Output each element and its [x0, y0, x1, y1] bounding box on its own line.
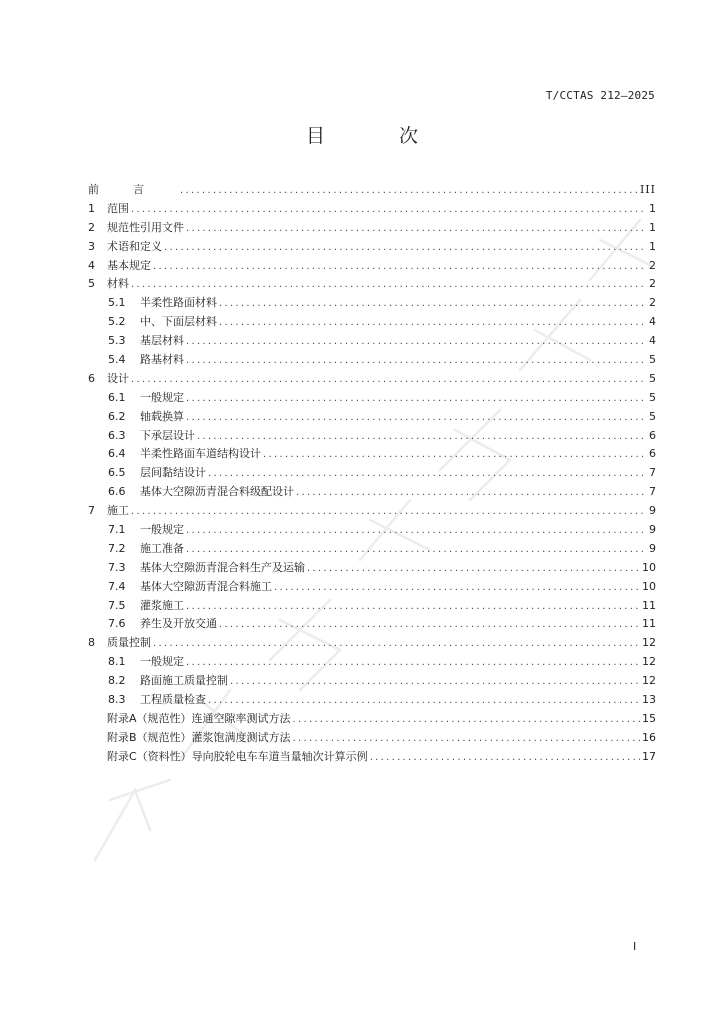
toc-entry-label: 轴载换算	[140, 409, 184, 423]
toc-entry[interactable]	[88, 200, 656, 219]
toc-leader-dots	[186, 220, 644, 239]
toc-leader-dots	[186, 522, 644, 541]
toc-entry[interactable]	[88, 464, 656, 483]
toc-entry-page: 10	[642, 560, 656, 574]
toc-entry-page: 9	[649, 541, 656, 555]
toc-entry[interactable]	[88, 294, 656, 313]
toc-entry-page: 7	[649, 485, 656, 499]
toc-entry-number: 6.4	[108, 447, 126, 461]
toc-leader-dots	[208, 465, 644, 484]
toc-entry-label: 路面施工质量控制	[140, 674, 228, 688]
toc-entry-number: 6.5	[108, 466, 126, 480]
toc-entry[interactable]	[88, 578, 656, 597]
toc-leader-dots	[219, 616, 640, 635]
toc-entry-label: 层间黏结设计	[140, 466, 206, 480]
toc-entry-number: 6.2	[108, 409, 126, 423]
toc-entry-label: 一般规定	[140, 390, 184, 404]
toc-entry-page: 6	[649, 428, 656, 442]
toc-entry-label: 术语和定义	[107, 239, 162, 253]
toc-entry[interactable]	[88, 408, 656, 427]
toc-entry[interactable]	[88, 275, 656, 294]
toc-entry-number: 6.1	[108, 390, 126, 404]
toc-entry[interactable]	[88, 653, 656, 672]
toc-entry-number: 6.6	[108, 485, 126, 499]
toc-leader-dots	[180, 182, 638, 201]
toc-entry-label: 规范性引用文件	[107, 220, 184, 234]
toc-entry-label: 基体大空隙沥青混合料生产及运输	[140, 560, 305, 574]
toc-leader-dots	[370, 749, 640, 768]
toc-entry-page: 13	[642, 693, 656, 707]
toc-entry-label: 一般规定	[140, 523, 184, 537]
toc-entry-number: 1	[88, 201, 95, 215]
toc-entry-page: 12	[642, 655, 656, 669]
toc-entry-label: 基体大空隙沥青混合料施工	[140, 579, 272, 593]
page-title: 目 次	[305, 125, 453, 147]
table-of-contents	[88, 181, 656, 767]
toc-entry-number: 5.4	[108, 353, 126, 367]
toc-entry-page: 1	[649, 239, 656, 253]
toc-leader-dots	[230, 673, 640, 692]
toc-entry-label: 工程质量检查	[140, 693, 206, 707]
toc-leader-dots	[164, 239, 644, 258]
toc-leader-dots	[219, 314, 644, 333]
toc-entry-label: 灌浆施工	[140, 598, 184, 612]
toc-entry[interactable]	[88, 427, 656, 446]
toc-entry-label: 基本规定	[107, 258, 151, 272]
toc-entry-label: 下承层设计	[140, 428, 195, 442]
toc-entry-label: 基体大空隙沥青混合料级配设计	[140, 485, 294, 499]
toc-entry-page: 12	[642, 674, 656, 688]
toc-entry[interactable]	[88, 257, 656, 276]
toc-entry-page: 16	[642, 730, 656, 744]
toc-entry-page: 2	[649, 296, 656, 310]
toc-leader-dots	[131, 201, 644, 220]
toc-entry-number: 4	[88, 258, 95, 272]
toc-entry-page: 5	[649, 353, 656, 367]
toc-entry[interactable]	[88, 729, 656, 748]
toc-entry-page: 17	[642, 749, 656, 763]
document-code: T/CCTAS 212—2025	[545, 89, 655, 102]
toc-leader-dots	[219, 295, 644, 314]
toc-entry-label: 半柔性路面材料	[140, 296, 217, 310]
toc-entry[interactable]	[88, 710, 656, 729]
toc-leader-dots	[131, 503, 644, 522]
toc-entry-label: 养生及开放交通	[140, 617, 217, 631]
toc-leader-dots	[186, 352, 644, 371]
toc-entry[interactable]	[88, 219, 656, 238]
toc-leader-dots	[186, 541, 644, 560]
toc-entry-label: 设计	[107, 371, 129, 385]
toc-entry-number: 7.3	[108, 560, 126, 574]
toc-entry[interactable]	[88, 615, 656, 634]
toc-entry-label: 附录C（资料性）导向胶轮电车车道当量轴次计算示例	[107, 749, 368, 763]
toc-entry-page: 9	[649, 523, 656, 537]
toc-entry[interactable]	[88, 332, 656, 351]
toc-entry[interactable]	[88, 445, 656, 464]
toc-entry-number: 5.3	[108, 334, 126, 348]
toc-entry-page: 5	[649, 390, 656, 404]
toc-entry-number: 3	[88, 239, 95, 253]
toc-entry[interactable]	[88, 559, 656, 578]
toc-leader-dots	[293, 730, 640, 749]
toc-entry-page: 5	[649, 371, 656, 385]
toc-entry-page: 6	[649, 447, 656, 461]
toc-entry-number: 8.3	[108, 693, 126, 707]
toc-entry[interactable]	[88, 502, 656, 521]
toc-leader-dots	[131, 371, 644, 390]
toc-entry-page: 12	[642, 636, 656, 650]
toc-entry-number: 8.1	[108, 655, 126, 669]
toc-entry-page: 2	[649, 258, 656, 272]
toc-entry-label: 质量控制	[107, 636, 151, 650]
toc-entry-page: 1	[649, 220, 656, 234]
toc-entry-page: 9	[649, 504, 656, 518]
toc-entry[interactable]	[88, 181, 656, 200]
toc-leader-dots	[263, 446, 644, 465]
toc-entry-label: 中、下面层材料	[140, 315, 217, 329]
toc-entry[interactable]	[88, 389, 656, 408]
toc-entry-number: 8.2	[108, 674, 126, 688]
toc-leader-dots	[153, 258, 644, 277]
toc-entry[interactable]	[88, 634, 656, 653]
toc-entry-label: 范围	[107, 201, 129, 215]
toc-entry-page: 11	[642, 617, 656, 631]
toc-leader-dots	[296, 484, 644, 503]
toc-entry-label: 附录A（规范性）连通空隙率测试方法	[107, 711, 291, 725]
toc-entry-label: 基层材料	[140, 334, 184, 348]
toc-entry-number: 7.6	[108, 617, 126, 631]
toc-leader-dots	[153, 635, 640, 654]
toc-entry[interactable]	[88, 370, 656, 389]
toc-entry-number: 7.4	[108, 579, 126, 593]
toc-leader-dots	[186, 409, 644, 428]
toc-leader-dots	[274, 579, 640, 598]
toc-entry-label: 附录B（规范性）灌浆饱满度测试方法	[107, 730, 291, 744]
toc-entry-number: 6.3	[108, 428, 126, 442]
toc-entry-number: 5.1	[108, 296, 126, 310]
toc-entry-number: 7.2	[108, 541, 126, 555]
toc-entry-number: 2	[88, 220, 95, 234]
toc-entry-number: 6	[88, 371, 95, 385]
toc-entry-label: 前言	[88, 183, 178, 196]
toc-entry[interactable]	[88, 483, 656, 502]
toc-entry[interactable]	[88, 672, 656, 691]
toc-entry-page: 5	[649, 409, 656, 423]
toc-entry[interactable]	[88, 313, 656, 332]
toc-leader-dots	[186, 654, 640, 673]
toc-entry[interactable]	[88, 748, 656, 767]
toc-leader-dots	[208, 692, 640, 711]
toc-entry-label: 材料	[107, 277, 129, 291]
toc-entry-label: 路基材料	[140, 353, 184, 367]
page-number: I	[633, 940, 637, 953]
toc-entry-number: 7.1	[108, 523, 126, 537]
toc-entry[interactable]	[88, 540, 656, 559]
toc-entry-label: 施工	[107, 504, 129, 518]
toc-entry[interactable]	[88, 691, 656, 710]
toc-entry-number: 5	[88, 277, 95, 291]
toc-leader-dots	[307, 560, 640, 579]
toc-entry[interactable]	[88, 521, 656, 540]
toc-entry-number: 5.2	[108, 315, 126, 329]
toc-entry-number: 7.5	[108, 598, 126, 612]
toc-entry[interactable]	[88, 351, 656, 370]
toc-leader-dots	[293, 711, 640, 730]
toc-leader-dots	[131, 276, 644, 295]
toc-leader-dots	[186, 333, 644, 352]
toc-entry-number: 8	[88, 636, 95, 650]
toc-entry-page: 4	[649, 315, 656, 329]
toc-entry-label: 半柔性路面车道结构设计	[140, 447, 261, 461]
toc-entry-number: 7	[88, 504, 95, 518]
toc-entry-page: 15	[642, 711, 656, 725]
toc-entry-page: 1	[649, 201, 656, 215]
toc-leader-dots	[197, 428, 644, 447]
toc-entry-page: 4	[649, 334, 656, 348]
toc-entry-page: 10	[642, 579, 656, 593]
toc-entry[interactable]	[88, 238, 656, 257]
toc-entry-page: 11	[642, 598, 656, 612]
toc-leader-dots	[186, 598, 640, 617]
toc-leader-dots	[186, 390, 644, 409]
toc-entry-page: 2	[649, 277, 656, 291]
toc-entry-label: 施工准备	[140, 541, 184, 555]
toc-entry[interactable]	[88, 597, 656, 616]
toc-entry-page: 7	[649, 466, 656, 480]
toc-entry-label: 一般规定	[140, 655, 184, 669]
toc-entry-page: III	[639, 183, 656, 196]
